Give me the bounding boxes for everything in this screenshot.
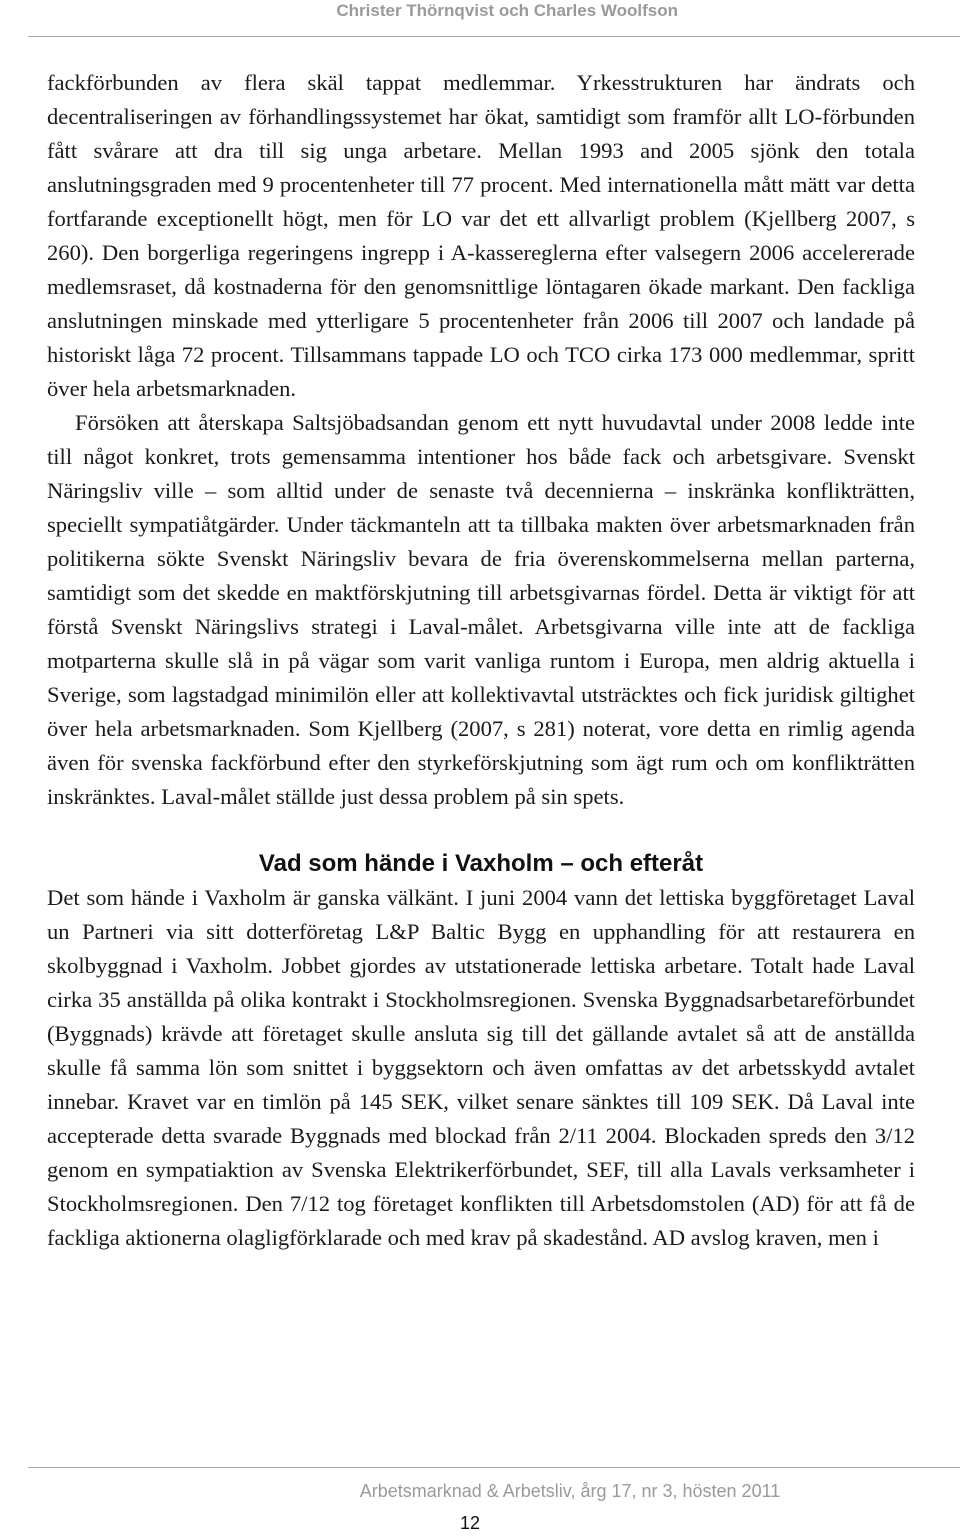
- article-body: [47, 66, 915, 1255]
- section-paragraph: Det som hände i Vaxholm är ganska välkänt. I juni 2004 vann det lettiska byggföretaget Laval un Partneri via sitt dotterföretag L&P Baltic Bygg en upphandling för att restaurera en skolbyggnad i Vaxholm. Jobbet gjordes av utstationerade lettiska arbetare. Totalt hade Laval cirka 35 anställda på olika kontrakt i Stockholmsregionen. Svenska Byggnadsarbetareförbundet (Byggnads) krävde att företaget skulle ansluta sig till det gällande avtalet så att de anställda skulle få samma lön som snittet i byggsektorn och även omfattas av det arbetsskydd avtalet innebar. Kravet var en timlön på 145 SEK, vilket senare sänktes till 109 SEK. Då Laval inte accepterade detta svarade Byggnads med blockad från 2/11 2004. Blockaden spreds den 3/12 genom en sympatiaktion av Svenska Elektrikerförbundet, SEF, till alla Lavals verksamheter i Stockholmsregionen. Den 7/12 tog företaget konflikten till Arbetsdomstolen (AD) för att få de fackliga aktionerna olagligförklarade och med krav på skadestånd. AD avslog kraven, men i: [47, 885, 915, 1250]
- section-heading: Vad som hände i Vaxholm – och efteråt: [258, 850, 704, 877]
- body-paragraph-1: fackförbunden av flera skäl tappat medlemmar. Yrkesstrukturen har ändrats och decentraliseringen av förhandlingssystemet har ökat, samtidigt som framför allt LO-förbunden fått svårare att dra till sig unga arbetare. Mellan 1993 and 2005 sjönk den totala anslutningsgraden med 9 procentenheter till 77 procent. Med internationella mått mätt var detta fortfarande exceptionellt högt, men för LO var det ett allvarligt problem (Kjellberg 2007, s 260). Den borgerliga regeringens ingrepp i A-kassereglerna efter valsegern 2006 accelererade medlemsraset, då kostnaderna för den genomsnittlige löntagaren ökade markant. Den fackliga anslutningen minskade med ytterligare 5 procentenheter från 2006 till 2007 och landade på historiskt låga 72 procent. Tillsammans tappade LO och TCO cirka 173 000 medlemmar, spritt över hela arbetsmarknaden.: [47, 70, 915, 401]
- footer-divider: [28, 1467, 960, 1468]
- header-divider: [28, 36, 960, 37]
- header-authors: Christer Thörnqvist och Charles Woolfson: [336, 1, 678, 20]
- page-number: 12: [460, 1513, 481, 1533]
- footer-journal-citation: Arbetsmarknad & Arbetsliv, årg 17, nr 3, hösten 2011: [359, 1481, 781, 1501]
- body-paragraph-2: Försöken att återskapa Saltsjöbadsandan genom ett nytt huvudavtal under 2008 ledde inte till något konkret, trots gemensamma intentioner hos både fack och arbetsgivare. Svenskt Näringsliv ville – som alltid under de senaste två decennierna – inskränka konflikträtten, speciellt sympatiåtgärder. Under täckmanteln att ta tillbaka makten över arbetsmarknaden från politikerna sökte Svenskt Näringsliv bevara de fria överenskommelserna mellan parterna, samtidigt som det skedde en maktförskjutning till arbetsgivarnas fördel. Detta är viktigt för att förstå Svenskt Näringslivs strategi i Laval-målet. Arbetsgivarna ville inte att de fackliga motparterna skulle slå in på vägar som varit vanliga runtom i Europa, men aldrig aktuella i Sverige, som lagstadgad minimilön eller att kollektivavtal utsträcktes och fick juridisk giltighet över hela arbetsmarknaden. Som Kjellberg (2007, s 281) noterat, vore detta en rimlig agenda även för svenska fackförbund efter den styrkeförskjutning som ägt rum och om konflikträtten inskränktes. Laval-målet ställde just dessa problem på sin spets.: [47, 410, 915, 809]
- running-header: [0, 0, 960, 40]
